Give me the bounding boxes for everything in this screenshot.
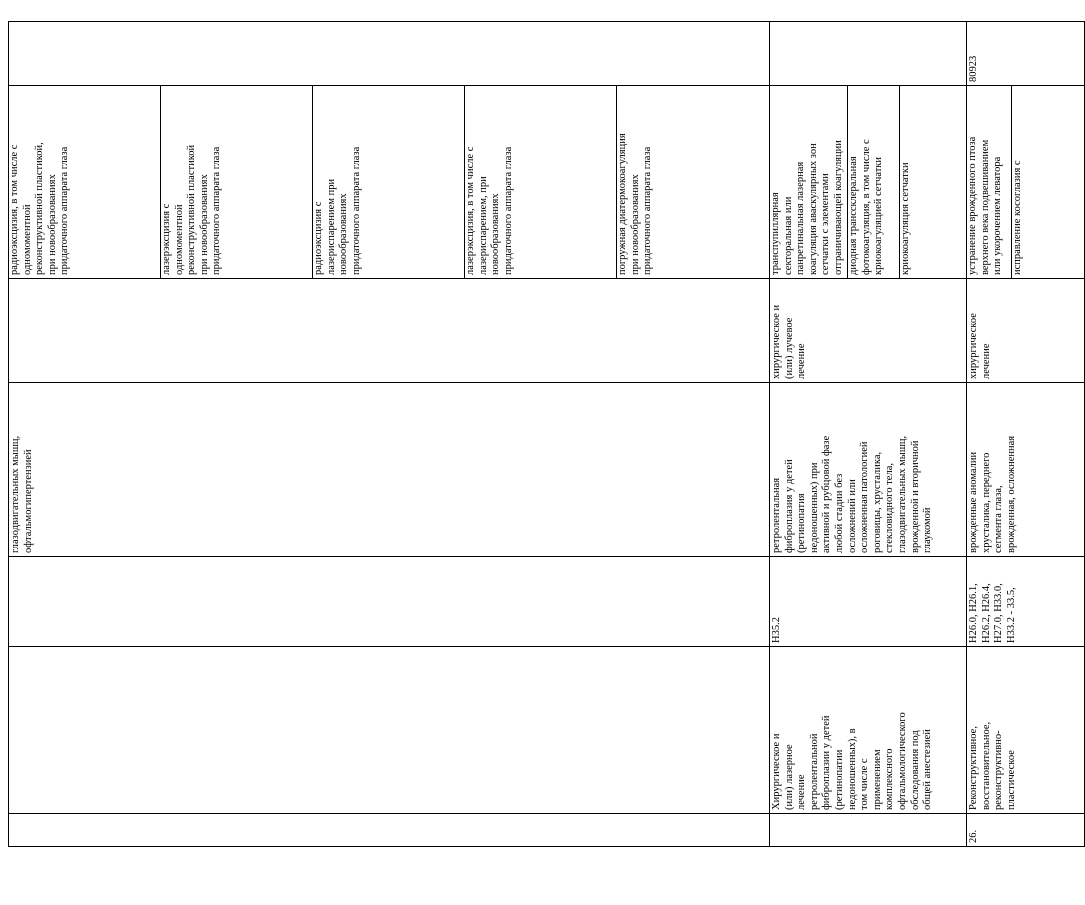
- cost-cell: [770, 22, 967, 86]
- method-item: лазерэксцизия с одномоментной реконструктивной пластикой при новообразованиях придаточного аппарата глаза: [161, 86, 313, 278]
- diag-cell: ретролентальная фиброплазия у детей (ретинопатия недоношенных) при активной и рубцовой фазе любой стадии без осложнений или осложненная патологией роговицы, хрусталика, стекловидного тела, глазодвигательных мышц, врожденной и вторичной глаукомой: [770, 383, 967, 557]
- method-item: диодная транссклеральная фотокоагуляция, в том числе с криокоагуляцией сетчатки: [848, 86, 900, 278]
- method-cell: [770, 86, 967, 279]
- code-cell: [9, 557, 770, 647]
- rotated-page: [8, 22, 1023, 847]
- method-item: погружная диатермокоагуляция при новообразованиях придаточного аппарата глаза: [617, 133, 654, 275]
- method-cell: [9, 86, 770, 279]
- diag-cell: врожденные аномалии хрусталика, переднего сегмента глаза, врожденная, осложненная: [967, 383, 1085, 557]
- treat-cell: хирургическое лечение: [967, 279, 1085, 383]
- cost-cell: 80923: [967, 22, 1085, 86]
- treat-cell: [9, 279, 770, 383]
- num-cell: 26.: [967, 814, 1085, 847]
- method-item: устранение врожденного птоза верхнего века подвешиванием или укорочением леватора: [967, 86, 1012, 278]
- num-cell: [9, 814, 770, 847]
- table-row: [770, 22, 967, 847]
- method-item: лазерэксцизия, в том числе с лазериспарением, при новообразованиях придаточного аппарата глаза: [465, 86, 617, 278]
- table-row: [9, 22, 770, 847]
- name-cell: Реконструктивное, восстановительное, реконструктивно- пластическое: [967, 647, 1085, 814]
- method-item: исправление косоглазия с: [1012, 160, 1023, 275]
- method-item: радиоэксцизия, в том числе с одномоментной реконструктивной пластикой, при новообразованиях придаточного аппарата глаза: [9, 86, 161, 278]
- name-cell: Хирургическое и (или) лазерное лечение ретролентальной фиброплазии у детей (ретинопатии недоношенных), в том числе с применением комплексного офтальмологического обследования под общей анестезией: [770, 647, 967, 814]
- num-cell: [770, 814, 967, 847]
- method-item: криокоагуляция сетчатки: [900, 162, 911, 275]
- code-cell: H26.0, H26.1, H26.2, H26.4, H27.0, H33.0, H33.2 - 33.5,: [967, 557, 1085, 647]
- cost-cell: [9, 22, 770, 86]
- diag-cell: глазодвигательных мышц, офтальмогипертензией: [9, 383, 770, 557]
- method-item: транспупиллярная секторальная или панретинальная лазерная коагуляция аваскулярных зон сетчатки с элементами отграничивающей коагуляции: [770, 86, 848, 278]
- treat-cell: хирургическое и (или) лучевое лечение: [770, 279, 967, 383]
- table-row: [967, 22, 1085, 847]
- code-cell: H35.2: [770, 557, 967, 647]
- vmp-table: [8, 21, 1085, 847]
- method-item: радиоэксцизия с лазериспарением при новообразованиях придаточного аппарата глаза: [313, 86, 465, 278]
- name-cell: [9, 647, 770, 814]
- method-cell: [967, 86, 1085, 279]
